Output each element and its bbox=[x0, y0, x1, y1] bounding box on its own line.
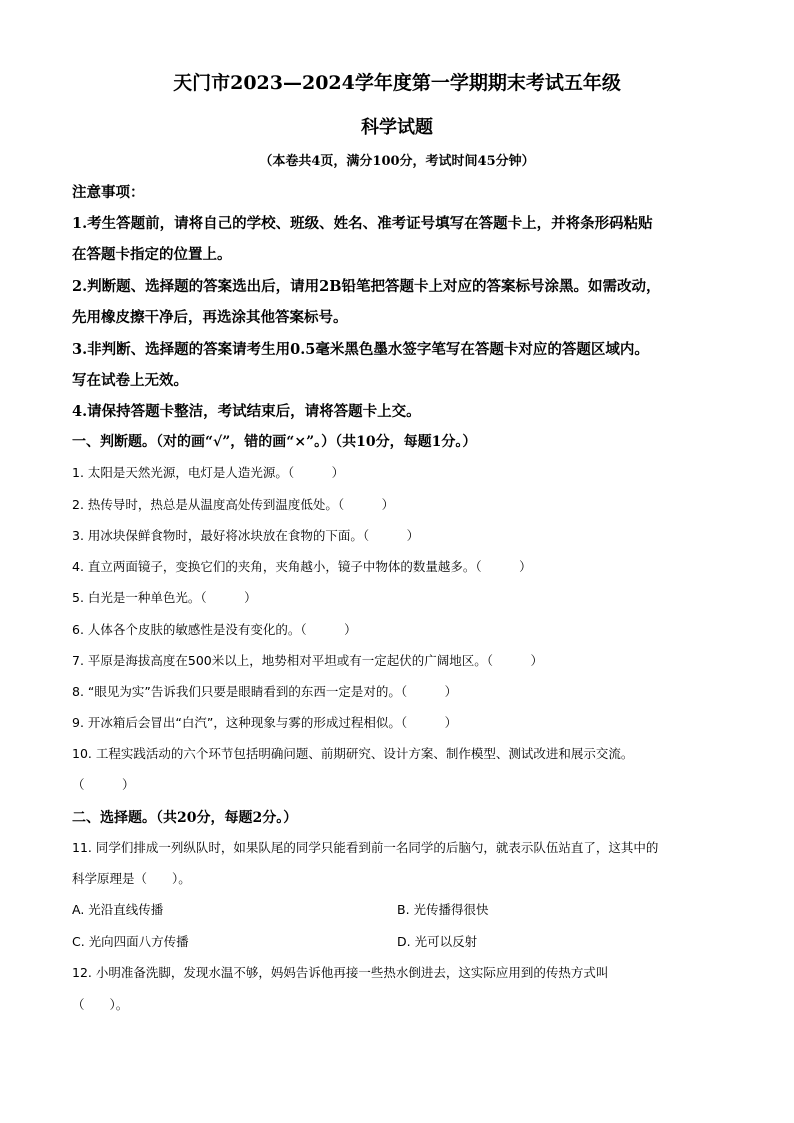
exam-title: 天门市2023—2024学年度第一学期期末考试五年级 bbox=[173, 72, 621, 94]
option-b: B. 光传播得很快 bbox=[397, 902, 489, 917]
exam-info: （本卷共4页，满分100分，考试时间45分钟） bbox=[259, 154, 535, 169]
judge-question-blank: （ ） bbox=[72, 777, 135, 792]
judge-question: 9. 开冰箱后会冒出“白汽”，这种现象与雾的形成过程相似。（ ） bbox=[72, 715, 458, 730]
note-line: 3.非判断、选择题的答案请考生用0.5毫米黑色墨水签字笔写在答题卡对应的答题区域内。 bbox=[72, 341, 649, 358]
notes-heading: 注意事项： bbox=[72, 184, 145, 201]
option-a: A. 光沿直线传播 bbox=[72, 902, 164, 917]
note-line: 1.考生答题前，请将自己的学校、班级、姓名、准考证号填写在答题卡上，并将条形码粘贴 bbox=[72, 215, 653, 232]
judge-question: 1. 太阳是天然光源，电灯是人造光源。（ ） bbox=[72, 465, 345, 480]
section2-heading: 二、选择题。（共20分，每题2分。） bbox=[72, 810, 298, 826]
note-line: 写在试卷上无效。 bbox=[72, 372, 188, 389]
judge-question: 7. 平原是海拔高度在500米以上，地势相对平坦或有一定起伏的广阔地区。（ ） bbox=[72, 653, 544, 668]
judge-question: 6. 人体各个皮肤的敏感性是没有变化的。（ ） bbox=[72, 622, 357, 637]
note-line: 先用橡皮擦干净后，再选涂其他答案标号。 bbox=[72, 309, 348, 326]
choice-question-11-cont: 科学原理是（ ）。 bbox=[72, 871, 191, 886]
judge-question: 10. 工程实践活动的六个环节包括明确问题、前期研究、设计方案、制作模型、测试改进和展示交流。 bbox=[72, 746, 634, 761]
choice-question-12-cont: （ ）。 bbox=[72, 997, 129, 1012]
exam-subject: 科学试题 bbox=[361, 117, 433, 138]
choice-question-11: 11. 同学们排成一列纵队时，如果队尾的同学只能看到前一名同学的后脑勺，就表示队伍站直了，这其中的 bbox=[72, 840, 659, 855]
judge-question: 3. 用冰块保鲜食物时，最好将冰块放在食物的下面。（ ） bbox=[72, 528, 420, 543]
note-line: 2.判断题、选择题的答案选出后，请用2B铅笔把答题卡上对应的答案标号涂黑。如需改动， bbox=[72, 278, 661, 295]
section1-heading: 一、判断题。（对的画“√”，错的画“×”。）（共10分，每题1分。） bbox=[72, 434, 477, 450]
judge-question: 5. 白光是一种单色光。（ ） bbox=[72, 590, 257, 605]
judge-question: 2. 热传导时，热总是从温度高处传到温度低处。（ ） bbox=[72, 497, 395, 512]
option-c: C. 光向四面八方传播 bbox=[72, 934, 189, 949]
judge-question: 4. 直立两面镜子，变换它们的夹角，夹角越小，镜子中物体的数量越多。（ ） bbox=[72, 559, 532, 574]
choice-question-12: 12. 小明准备洗脚，发现水温不够，妈妈告诉他再接一些热水倒进去，这实际应用到的传热方式叫 bbox=[72, 965, 609, 980]
note-line: 4.请保持答题卡整洁，考试结束后，请将答题卡上交。 bbox=[72, 403, 421, 420]
judge-question: 8. “眼见为实”告诉我们只要是眼睛看到的东西一定是对的。（ ） bbox=[72, 684, 458, 699]
note-line: 在答题卡指定的位置上。 bbox=[72, 246, 232, 263]
option-d: D. 光可以反射 bbox=[397, 934, 478, 949]
